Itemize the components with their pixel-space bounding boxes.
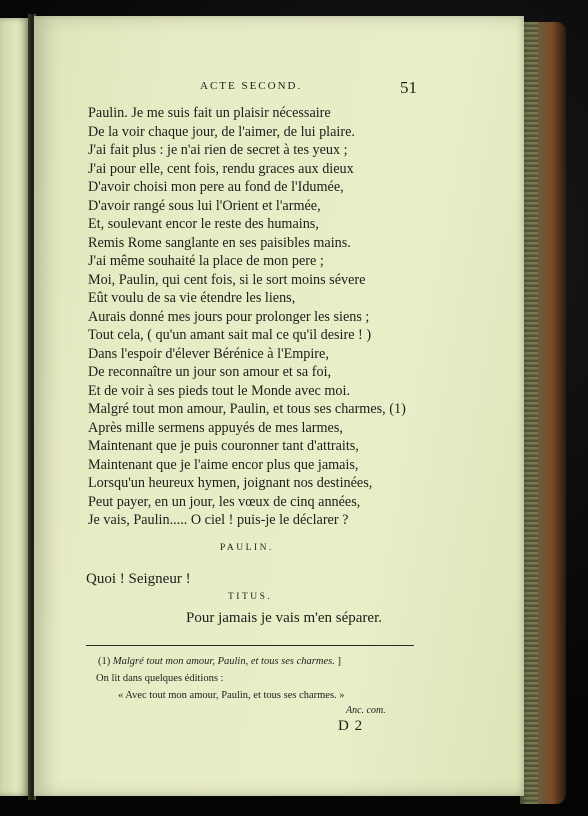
verse-line: Malgré tout mon amour, Paulin, et tous ses charmes, (1) [88, 401, 406, 417]
running-head: ACTE SECOND. [200, 80, 303, 92]
verse-line: Moi, Paulin, qui cent fois, si le sort moins sévere [88, 271, 366, 288]
book-fore-edge [520, 22, 566, 804]
footnote-line: On lit dans quelques éditions : [96, 673, 224, 684]
footnote-divider [86, 645, 414, 646]
verse-line: De la voir chaque jour, de l'aimer, de lui plaire. [88, 123, 355, 140]
footnote-bracket: ] [337, 656, 341, 667]
footnote-quote-line [98, 656, 341, 667]
verse-line: Après mille sermens appuyés de mes larmes, [88, 419, 343, 436]
verse-line: Dans l'espoir d'élever Bérénice à l'Empire, [88, 345, 329, 362]
verse-line: D'avoir rangé sous lui l'Orient et l'armée, [88, 197, 321, 214]
footnote-quote: Malgré tout mon amour, Paulin, et tous ses charmes. [112, 656, 335, 667]
book-page [34, 16, 524, 796]
verse-line: Peut payer, en un jour, les vœux de cinq années, [88, 493, 361, 510]
dialogue-line-paulin: Quoi ! Seigneur ! [86, 571, 191, 587]
signature-mark: D 2 [338, 718, 364, 734]
speaker-paulin: PAULIN. [220, 543, 274, 553]
verse-line: Tout cela, ( qu'un amant sait mal ce qu'il desire ! ) [88, 327, 372, 343]
left-page-edge [0, 18, 30, 796]
verse-line: J'ai même souhaité la place de mon pere ; [88, 253, 324, 269]
footnote-marker: (1) [98, 656, 111, 667]
verse-line: Maintenant que je l'aime encor plus que jamais, [88, 456, 359, 473]
dialogue-line-titus: Pour jamais je vais m'en séparer. [186, 610, 382, 626]
verse-line: J'ai pour elle, cent fois, rendu graces aux dieux [88, 160, 354, 177]
verse-line: Je vais, Paulin..... O ciel ! puis-je le déclarer ? [88, 512, 349, 528]
verse-line: Et, soulevant encor le reste des humains, [88, 216, 319, 232]
verse-line: D'avoir choisi mon pere au fond de l'Idumée, [88, 179, 344, 195]
verse-line: Paulin. Je me suis fait un plaisir nécessaire [88, 105, 331, 121]
verse-line: Et de voir à ses pieds tout le Monde avec moi. [88, 382, 351, 399]
verse-line: Lorsqu'un heureux hymen, joignant nos destinées, [88, 475, 373, 491]
verse-line: De reconnaître un jour son amour et sa foi, [88, 364, 332, 380]
speaker-titus: TITUS. [228, 592, 273, 602]
verse-line: J'ai fait plus : je n'ai rien de secret à tes yeux ; [88, 142, 348, 158]
verse-line: Maintenant que je puis couronner tant d'attraits, [88, 438, 359, 454]
page-number: 51 [400, 78, 417, 97]
verse-line: Eût voulu de sa vie étendre les liens, [88, 290, 296, 306]
verse-line: Aurais donné mes jours pour prolonger les siens ; [88, 308, 370, 325]
footnote-source: Anc. com. [346, 705, 386, 716]
verse-line: Remis Rome sanglante en ses paisibles mains. [88, 234, 351, 251]
verse-block [88, 104, 488, 530]
footnote-variant: « Avec tout mon amour, Paulin, et tous ses charmes. » [118, 690, 345, 701]
